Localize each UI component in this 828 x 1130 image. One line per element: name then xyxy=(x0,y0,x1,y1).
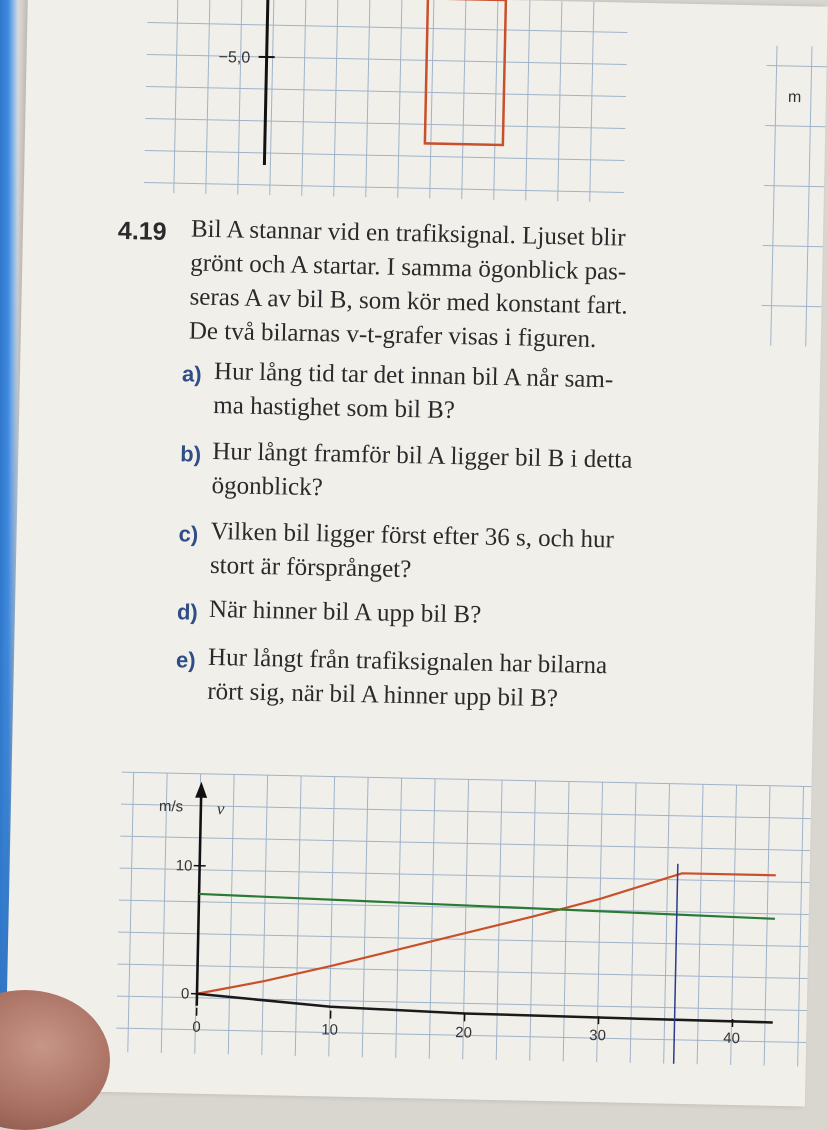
x-tick-label: 40 xyxy=(723,1030,740,1047)
grid-vline xyxy=(295,776,301,1056)
grid-vline xyxy=(396,778,402,1058)
vertical-marker xyxy=(674,864,678,1064)
grid-vline xyxy=(262,775,268,1055)
question-a-line-1: Hur lång tid tar det innan bil A når sam- xyxy=(214,358,614,394)
problem-line-4: De två bilarnas v-t-grafer visas i figuren. xyxy=(189,317,597,354)
question-c-line-2: stort är försprånget? xyxy=(210,552,412,584)
top-axis-label: −5,0 xyxy=(218,49,250,67)
question-e-letter: e) xyxy=(176,647,196,673)
grid-hline xyxy=(120,836,810,850)
grid-vline xyxy=(798,786,804,1066)
grid-vline xyxy=(429,779,435,1059)
vt-graph xyxy=(116,752,812,1066)
grid-vline xyxy=(697,784,703,1064)
grid-vline xyxy=(530,781,536,1061)
grid-vline xyxy=(228,774,234,1054)
grid-vline xyxy=(128,772,134,1052)
grid-hline xyxy=(118,964,808,978)
series-line-2 xyxy=(199,894,775,919)
question-b-letter: b) xyxy=(180,441,201,467)
question-d-line-1: När hinner bil A upp bil B? xyxy=(209,596,482,630)
grid-vline xyxy=(563,782,569,1062)
y-tick-label: 10 xyxy=(176,857,193,874)
question-c-line-1: Vilken bil ligger först efter 36 s, och hur xyxy=(210,518,614,554)
grid-vline xyxy=(630,783,636,1063)
question-b-line-2: ögonblick? xyxy=(211,472,323,502)
grid-vline xyxy=(764,786,770,1066)
series-layer xyxy=(197,863,776,1022)
grid-vline xyxy=(362,777,368,1057)
grid-vline xyxy=(463,779,469,1059)
question-e-line-2: rört sig, när bil A hinner upp bil B? xyxy=(207,678,558,713)
grid-vline xyxy=(496,780,502,1060)
x-tick-label: 0 xyxy=(192,1019,201,1036)
problem-number: 4.19 xyxy=(118,217,167,247)
y-tick-label: 0 xyxy=(181,985,190,1002)
problem-line-2: grönt och A startar. I samma ögonblick pas- xyxy=(190,249,627,286)
y-unit-label: m/s xyxy=(159,798,184,816)
right-letter: m xyxy=(788,89,802,106)
x-tick-label: 20 xyxy=(455,1024,472,1041)
right-grid-fragment xyxy=(761,45,827,346)
question-e-line-1: Hur långt från trafiksignalen har bilarna xyxy=(208,644,608,680)
top-figure xyxy=(144,0,648,213)
problem-line-3: seras A av bil B, som kör med konstant fart. xyxy=(189,283,628,320)
grid-hline xyxy=(117,996,807,1010)
grid-vline xyxy=(329,777,335,1057)
grid-hline xyxy=(120,868,810,882)
series-line-1 xyxy=(197,863,776,1006)
question-c-letter: c) xyxy=(178,521,198,547)
problem-line-1: Bil A stannar vid en trafiksignal. Ljuset blir xyxy=(191,215,626,252)
question-a-line-2: ma hastighet som bil B? xyxy=(213,392,455,425)
x-tick-label: 30 xyxy=(589,1027,606,1044)
y-axis-arrow xyxy=(195,782,207,798)
y-symbol-label: v xyxy=(217,799,225,818)
grid-vline xyxy=(731,785,737,1065)
grid-vline xyxy=(664,784,670,1064)
x-tick-label: 10 xyxy=(321,1021,338,1038)
question-b-line-1: Hur långt framför bil A ligger bil B i detta xyxy=(212,438,633,475)
grid-vline xyxy=(597,782,603,1062)
question-a-letter: a) xyxy=(182,361,202,387)
y-axis xyxy=(197,794,201,1006)
grid-hline xyxy=(122,772,812,786)
textbook-page xyxy=(5,0,828,1107)
grid-hline xyxy=(119,900,809,914)
question-d-letter: d) xyxy=(177,599,198,625)
